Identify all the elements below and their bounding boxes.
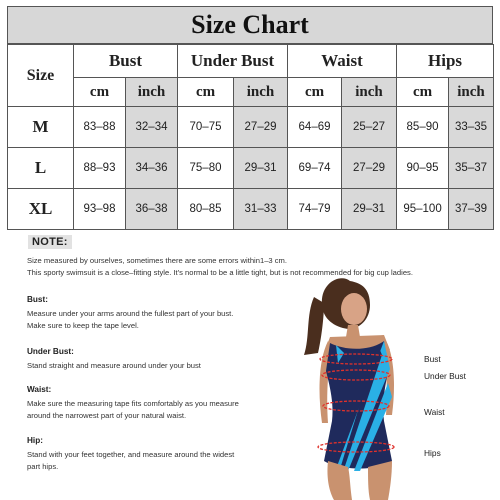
hips-header: Hips	[397, 45, 494, 78]
under-bust-instruction-title: Under Bust:	[27, 347, 74, 356]
measure-cell: 34–36	[126, 148, 178, 189]
measure-cell: 80–85	[178, 189, 234, 230]
unit-cm-header: cm	[288, 78, 342, 107]
waist-instruction-line: Make sure the measuring tape fits comfortably as you measure	[27, 399, 239, 408]
unit-cm-header: cm	[74, 78, 126, 107]
measure-cell: 35–37	[449, 148, 494, 189]
model-illustration	[304, 278, 394, 500]
waist-header: Waist	[288, 45, 397, 78]
swimsuit-model-figure	[300, 275, 500, 500]
hip-instruction-title: Hip:	[27, 436, 43, 445]
measure-cell: 33–35	[449, 107, 494, 148]
size-cell: M	[8, 107, 74, 148]
bust-instruction-title: Bust:	[27, 295, 48, 304]
measure-cell: 64–69	[288, 107, 342, 148]
size-column-header: Size	[8, 45, 74, 107]
bust-instruction-line: Measure under your arms around the fullest part of your bust.	[27, 309, 234, 318]
unit-cm-header: cm	[178, 78, 234, 107]
measure-cell: 85–90	[397, 107, 449, 148]
measure-cell: 36–38	[126, 189, 178, 230]
measure-cell: 32–34	[126, 107, 178, 148]
unit-inch-header: inch	[342, 78, 397, 107]
size-chart-title-bar	[7, 6, 493, 44]
unit-inch-header: inch	[126, 78, 178, 107]
size-cell: XL	[8, 189, 74, 230]
table-group-header-row	[8, 45, 494, 78]
waist-instruction-line: around the narrowest part of your natural waist.	[27, 411, 187, 420]
measure-cell: 75–80	[178, 148, 234, 189]
measure-cell: 29–31	[234, 148, 288, 189]
bust-instruction-line: Make sure to keep the tape level.	[27, 321, 139, 330]
bust-header: Bust	[74, 45, 178, 78]
measure-cell: 88–93	[74, 148, 126, 189]
hip-instruction-line: Stand with your feet together, and measure around the widest	[27, 450, 235, 459]
measure-cell: 83–88	[74, 107, 126, 148]
measure-cell: 70–75	[178, 107, 234, 148]
figure-label-bust: Bust	[424, 354, 441, 364]
figure-label-under-bust: Under Bust	[424, 371, 466, 381]
measure-cell: 90–95	[397, 148, 449, 189]
table-row	[8, 107, 494, 148]
figure-label-hips: Hips	[424, 448, 441, 458]
table-row	[8, 189, 494, 230]
hip-instruction-line: part hips.	[27, 462, 59, 471]
measure-cell: 69–74	[288, 148, 342, 189]
measure-cell: 74–79	[288, 189, 342, 230]
measure-cell: 93–98	[74, 189, 126, 230]
measure-cell: 29–31	[342, 189, 397, 230]
measure-cell: 27–29	[342, 148, 397, 189]
measure-cell: 27–29	[234, 107, 288, 148]
size-chart-table	[7, 44, 494, 230]
figure-label-waist: Waist	[424, 407, 445, 417]
note-label: NOTE:	[28, 235, 72, 249]
unit-inch-header: inch	[234, 78, 288, 107]
size-chart-title: Size Chart	[191, 10, 309, 39]
unit-inch-header: inch	[449, 78, 494, 107]
unit-cm-header: cm	[397, 78, 449, 107]
table-unit-header-row	[8, 78, 494, 107]
note-line: This sporty swimsuit is a close–fitting style. It's normal to be a little tight, but is not recommended for big cup ladies.	[27, 268, 413, 277]
size-cell: L	[8, 148, 74, 189]
measure-cell: 95–100	[397, 189, 449, 230]
table-row	[8, 148, 494, 189]
measure-cell: 37–39	[449, 189, 494, 230]
measure-cell: 31–33	[234, 189, 288, 230]
measure-cell: 25–27	[342, 107, 397, 148]
waist-instruction-title: Waist:	[27, 385, 52, 394]
under-bust-header: Under Bust	[178, 45, 288, 78]
under-bust-instruction-line: Stand straight and measure around under your bust	[27, 361, 201, 370]
note-line: Size measured by ourselves, sometimes there are some errors within1–3 cm.	[27, 256, 287, 265]
